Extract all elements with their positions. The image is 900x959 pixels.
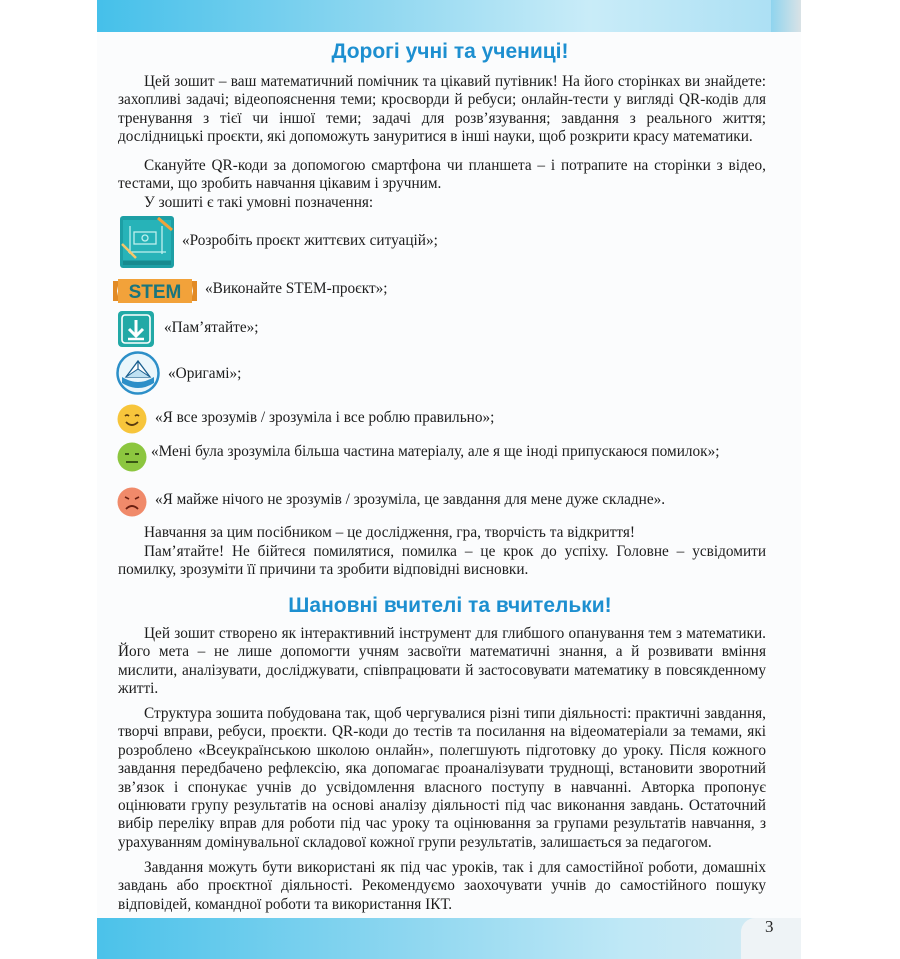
legend-remember-text: «Пам’ятайте»; <box>164 319 259 336</box>
smiley-neutral-icon <box>117 442 147 472</box>
students-closing-1: Навчання за цим посібником – це дослідження, гра, творчість та відкриття! <box>144 524 636 541</box>
legend-project-text: «Розробіть проєкт життєвих ситуацій»; <box>182 232 438 249</box>
students-intro: Цей зошит – ваш математичний помічник та цікавий путівник! На його сторінках ви знайдете: захопливі задачі; відеопояснення теми; кросворди й ребуси; онлайн-тести у вигляді QR-кодів для тренування з тієї чи іншої теми; задачі для розв’язування; завдання з реального життя; дослідницькі проєкти, які допоможуть зануритися в інші науки, щоб розкрити красу математики. <box>118 73 766 146</box>
students-closing-2: Пам’ятайте! Не бійтеся помилятися, помилка – це крок до успіху. Головне – усвідомити помилку, зрозуміти її причини та зробити відповідні висновки. <box>118 543 766 579</box>
smiley-happy-icon <box>117 404 147 434</box>
legend-neutral-text: «Мені була зрозуміла більша частина матеріалу, але я ще іноді припускаюся помилок»; <box>151 443 720 460</box>
teachers-p1: Цей зошит створено як інтерактивний інструмент для глибшого опанування тем з математики. Його мета – не лише допомогти учням засвоїти математичні знання, а й розвивати вміння мислити, аналізувати, досліджувати, співпрацювати й застосовувати математику в повсякденному житті. <box>118 625 766 698</box>
legend-intro: У зошиті є такі умовні позначення: <box>144 194 374 211</box>
page-number: 3 <box>765 917 774 936</box>
download-arrow-icon <box>117 310 155 348</box>
teachers-heading: Шановні вчителі та вчительки! <box>288 594 612 617</box>
students-qr-note: Скануйте QR-коди за допомогою смартфона чи планшета – і потрапите на сторінки з відео, тестами, що зробить навчання цікавим і зручним. <box>118 157 766 193</box>
bottom-decor-band <box>97 918 801 959</box>
legend-happy-text: «Я все зрозумів / зрозуміла і все роблю правильно»; <box>155 409 495 426</box>
legend-sad-text: «Я майже нічого не зрозумів / зрозуміла, це завдання для мене дуже складне». <box>155 491 666 508</box>
smiley-sad-icon <box>117 487 147 517</box>
project-board-icon <box>118 214 176 270</box>
teachers-p2: Структура зошита побудована так, щоб чергувалися різні типи діяльності: практичні завдання, творчі вправи, ребуси, проєкти. QR-коди до тестів та посилання на відеоматеріали за темами, які розроблено «Всеукраїнською школою онлайн», полегшують підготовку до уроку. Після кожного завдання передбачено рефлексію, яка допомагає проаналізувати труднощі, встановити зворотний зв’язок і спонукає учнів до усвідомлення власного поступу в навчанні. Авторка пропонує оцінювати групу результатів на основі аналізу діяльності під час виконання завдань. Остаточний вибір переліку вправ для роботи під час уроку та оцінювання за групами результатів навчання, з урахуванням домінувальної складової кожної групи результатів, залишається за педагогом. <box>118 705 766 851</box>
teachers-p3: Завдання можуть бути використані як під час уроків, так і для самостійної роботи, домашніх завдань або проєктної діяльності. Рекомендуємо заохочувати учнів до самостійного пошуку відповідей, командної роботи та використання ІКТ. <box>118 859 766 913</box>
students-heading: Дорогі учні та учениці! <box>331 40 569 63</box>
legend-stem-text: «Виконайте STEM-проєкт»; <box>205 280 388 297</box>
stem-badge-icon <box>113 277 197 305</box>
paper-boat-icon <box>116 351 160 395</box>
top-decor-band <box>97 0 801 32</box>
stem-badge-text: STEM <box>128 282 182 303</box>
legend-origami-text: «Оригамі»; <box>168 365 242 382</box>
